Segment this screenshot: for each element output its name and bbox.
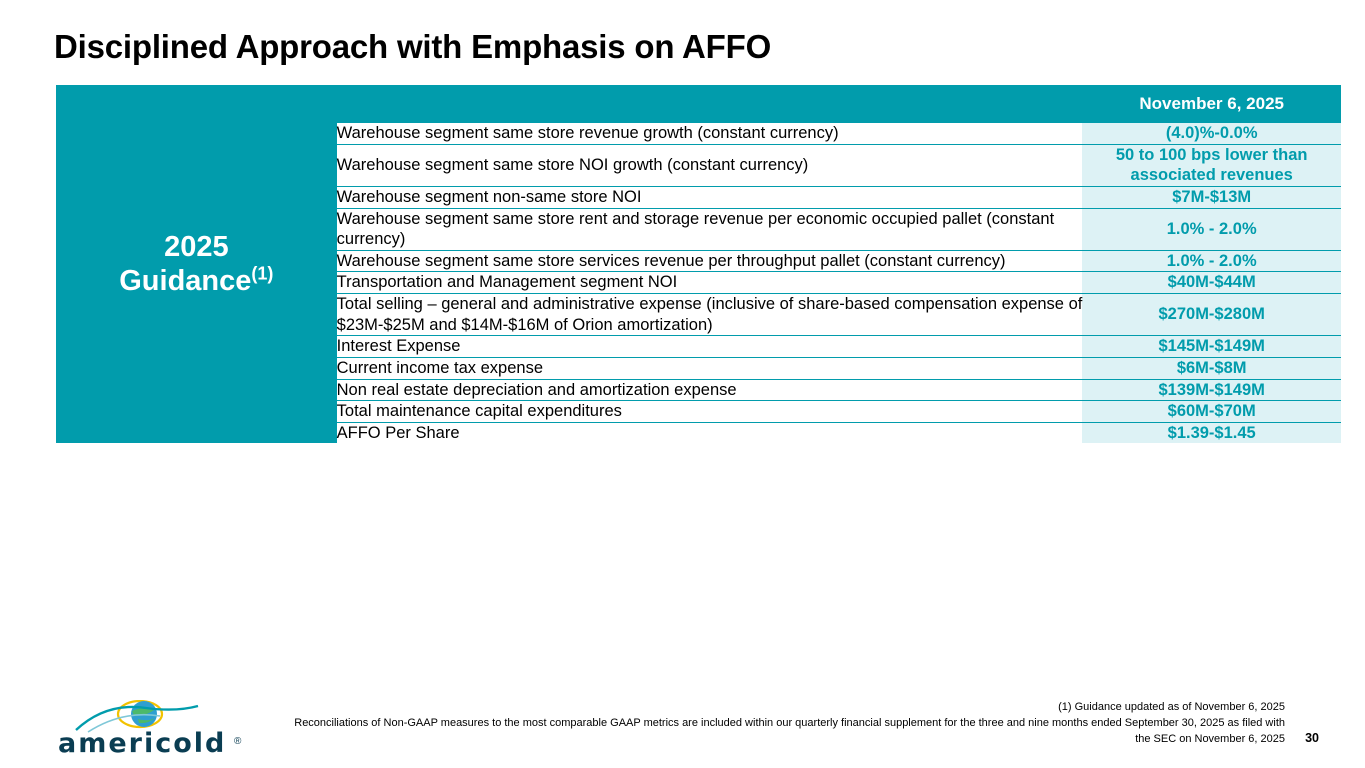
row-item-value: $6M-$8M <box>1082 357 1341 379</box>
guidance-label-line1: 2025 <box>164 230 229 263</box>
header-date-cell: November 6, 2025 <box>1082 85 1341 123</box>
row-item-label: Interest Expense <box>337 336 1083 358</box>
row-item-label: AFFO Per Share <box>337 422 1083 443</box>
header-item-cell <box>337 85 1083 123</box>
row-item-label: Warehouse segment same store NOI growth (constant currency) <box>337 144 1083 186</box>
guidance-table-container <box>56 85 1341 443</box>
row-item-value: $270M-$280M <box>1082 294 1341 336</box>
row-item-label: Warehouse segment same store revenue growth (constant currency) <box>337 123 1083 144</box>
row-item-label: Total selling – general and administrative expense (inclusive of share-based compensation expense of $23M-$25M and $14M-$16M of Orion amortization) <box>337 294 1083 336</box>
row-item-value: $139M-$149M <box>1082 379 1341 401</box>
guidance-label-line2: Guidance <box>119 265 252 298</box>
footnote-reconciliation: Reconciliations of Non-GAAP measures to the most comparable GAAP metrics are included within our quarterly financial supplement for the three and nine months ended September 30, 2025 as filed with the SEC on November 6, 2025 <box>294 716 1285 745</box>
row-item-value: (4.0)%-0.0% <box>1082 123 1341 144</box>
row-item-value: $60M-$70M <box>1082 401 1341 423</box>
logo-wordmark: americold <box>58 728 227 759</box>
table-header-row <box>56 85 1341 123</box>
americold-logo <box>58 700 253 758</box>
row-item-label: Non real estate depreciation and amortization expense <box>337 379 1083 401</box>
row-item-value: $7M-$13M <box>1082 186 1341 208</box>
page-title: Disciplined Approach with Emphasis on AFFO <box>54 28 772 65</box>
row-item-label: Warehouse segment same store rent and storage revenue per economic occupied pallet (constant currency) <box>337 208 1083 250</box>
row-item-label: Transportation and Management segment NOI <box>337 272 1083 294</box>
row-item-value: $145M-$149M <box>1082 336 1341 358</box>
row-item-value: 50 to 100 bps lower than associated revenues <box>1082 144 1341 186</box>
row-item-value: 1.0% - 2.0% <box>1082 250 1341 272</box>
guidance-table <box>56 85 1341 443</box>
row-item-value: $1.39-$1.45 <box>1082 422 1341 443</box>
guidance-label-cell <box>56 85 337 443</box>
footnotes <box>285 700 1285 748</box>
row-item-label: Current income tax expense <box>337 357 1083 379</box>
guidance-label-superscript: (1) <box>251 263 274 284</box>
page-number: 30 <box>1305 731 1319 745</box>
guidance-table-body <box>56 85 1341 443</box>
row-item-value: $40M-$44M <box>1082 272 1341 294</box>
row-item-value: 1.0% - 2.0% <box>1082 208 1341 250</box>
logo-registered-mark: ® <box>234 736 242 747</box>
row-item-label: Total maintenance capital expenditures <box>337 401 1083 423</box>
footnote-guidance-date: (1) Guidance updated as of November 6, 2025 <box>1058 701 1285 713</box>
row-item-label: Warehouse segment non-same store NOI <box>337 186 1083 208</box>
row-item-label: Warehouse segment same store services revenue per throughput pallet (constant currency) <box>337 250 1083 272</box>
